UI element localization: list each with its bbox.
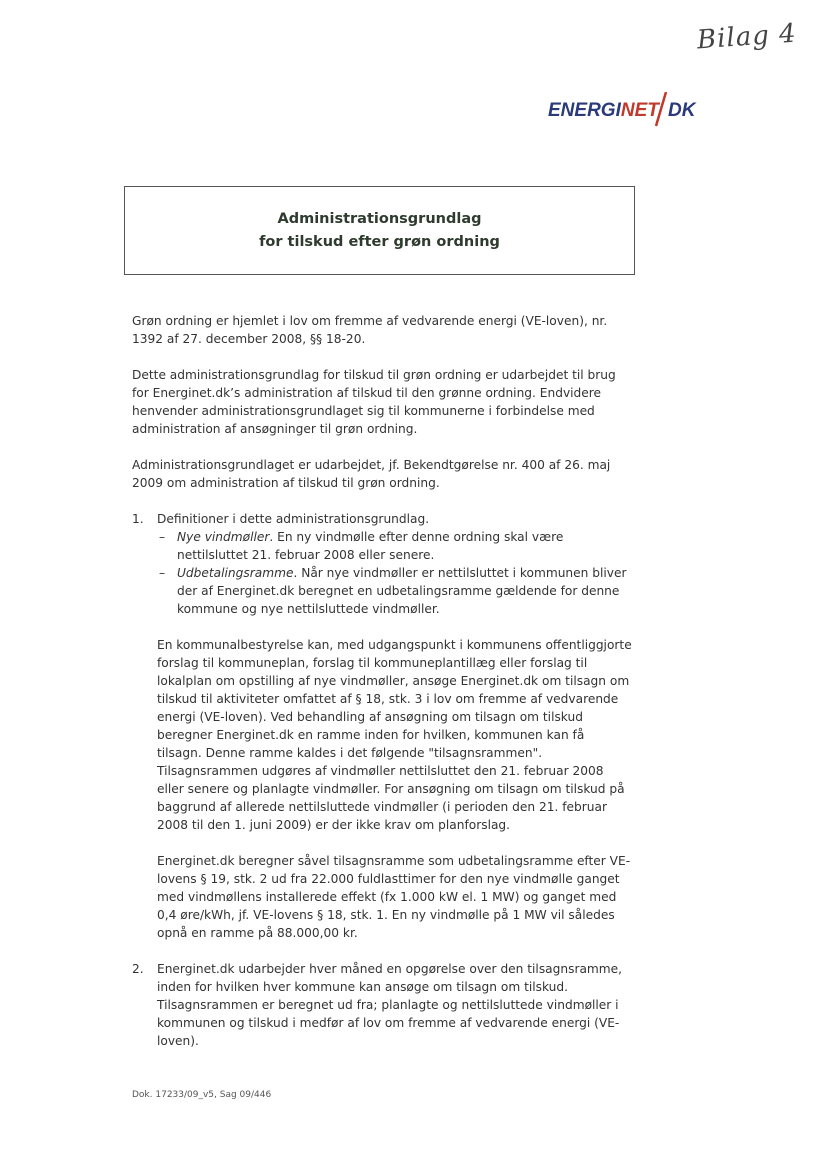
definition-new-turbines: . En ny vindmølle efter denne ordning skal være nettilsluttet 21. februar 2008 eller senere. — [177, 530, 564, 562]
paragraph-calculation: Energinet.dk beregner såvel tilsagnsramme som udbetalingsramme efter VE-lovens § 19, stk. 2 ud fra 22.000 fuldlasttimer for den nye vindmølle ganget med vindmøllens installerede effekt (fx 1.000 kW el. 1 MW) og ganget med 0,4 øre/kWh, jf. VE-lovens § 18, stk. 1. En ny vindmølle på 1 MW vil således opnå en ramme på 88.000,00 kr. — [157, 854, 631, 940]
subitem-new-turbines — [157, 528, 632, 564]
paragraph-monthly-statement: Energinet.dk udarbejder hver måned en opgørelse over den tilsagnsramme, inden for hvilken hver kommune kan ansøge om tilsagn om tilskud. Tilsagnsrammen er beregnet ud fra; planlagte og nettilsluttede vindmøller i kommunen og tilskud i medfør af lov om fremme af vedvarende energi (VE-loven). — [157, 962, 623, 1048]
term-payment-frame: Udbetalingsramme — [177, 566, 294, 580]
document-reference-footer: Dok. 17233/09_v5, Sag 09/446 — [132, 1090, 272, 1100]
definition-payment-frame: . Når nye vindmøller er nettilsluttet i kommunen bliver der af Energinet.dk beregnet en udbetalingsramme gældende for denne kommune og nye nettilsluttede vindmøller. — [177, 566, 627, 616]
document-title-line1: Administrationsgrundlag — [277, 210, 482, 227]
list-item-2 — [132, 960, 632, 1050]
logo-wordmark: ENERGINET — [548, 100, 659, 121]
dash-bullet: – — [159, 566, 166, 580]
subitem-payment-frame — [157, 564, 632, 618]
term-new-turbines: Nye vindmøller — [177, 530, 270, 544]
list-item-1 — [132, 510, 632, 942]
paragraph-legal-basis: Grøn ordning er hjemlet i lov om fremme af vedvarende energi (VE-loven), nr. 1392 af 27. december 2008, §§ 18-20. — [132, 314, 608, 346]
list-number: 1. — [132, 512, 144, 526]
title-box — [124, 186, 635, 275]
paragraph-municipal-application: En kommunalbestyrelse kan, med udgangspunkt i kommunens offentliggjorte forslag til kommuneplan, forslag til kommuneplantillæg eller forslag til lokalplan om opstilling af nye vindmøller, ansøge Energinet.dk om tilsagn om tilskud til aktiviteter omfattet af § 18, stk. 3 i lov om fremme af vedvarende energi (VE-loven). Ved behandling af ansøgning om tilsagn om tilskud beregner Energinet.dk en ramme inden for hvilken, kommunen kan få tilsagn. Denne ramme kaldes i det følgende "tilsagnsrammen". Tilsagnsrammen udgøres af vindmøller nettilsluttet den 21. februar 2008 eller senere og planlagte vindmøller. For ansøgning om tilsagn om tilskud på baggrund af allerede nettilsluttede vindmøller (i perioden den 21. februar 2008 til den 1. juni 2009) er der ikke krav om planforslag. — [157, 638, 632, 832]
logo-suffix: DK — [668, 100, 696, 121]
paragraph-reference: Administrationsgrundlaget er udarbejdet, jf. Bekendtgørelse nr. 400 af 26. maj 2009 om administration af tilskud til grøn ordning. — [132, 458, 611, 490]
dash-bullet: – — [159, 530, 166, 544]
handwritten-annotation: Bilag 4 — [696, 18, 798, 56]
paragraph-purpose: Dette administrationsgrundlag for tilskud til grøn ordning er udarbejdet til brug for Energinet.dk’s administration af tilskud til den grønne ordning. Endvidere henvender administrationsgrundlaget sig til kommunerne i forbindelse med administration af ansøgninger til grøn ordning. — [132, 368, 616, 436]
energinet-logo — [548, 92, 708, 132]
document-title-line2: for tilskud efter grøn ordning — [259, 233, 500, 250]
list-number: 2. — [132, 962, 144, 976]
list-item-heading: Definitioner i dette administrationsgrundlag. — [157, 512, 430, 526]
document-body — [132, 312, 632, 1068]
